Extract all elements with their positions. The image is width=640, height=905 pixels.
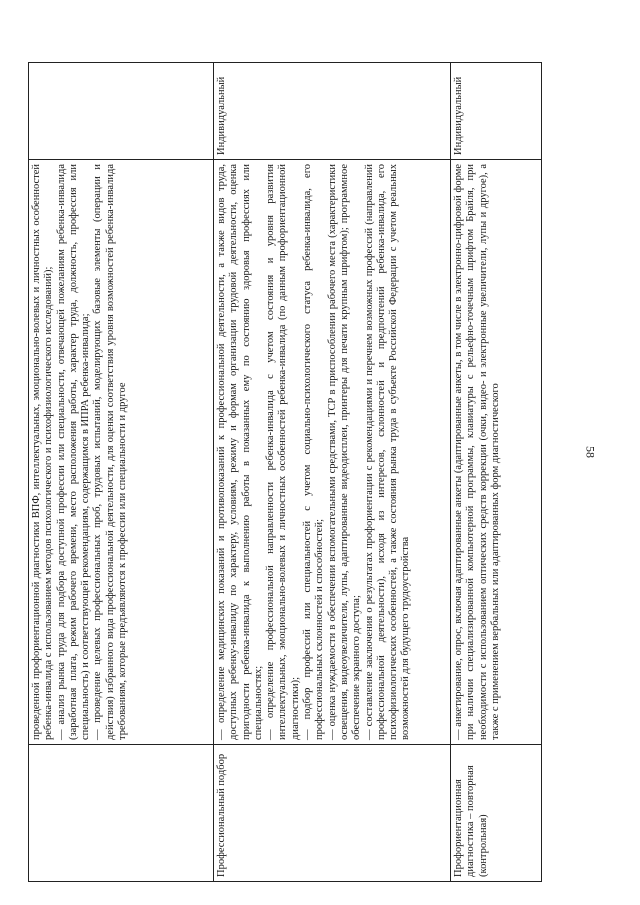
service-form-cell: Индивидуальный <box>451 63 542 160</box>
rotated-page-content <box>28 62 548 882</box>
description-line: — подбор профессий или специальностей с учетом социально-психологического статуса ребенка-инвалида, его профессиональных склонностей и способностей; <box>302 164 326 740</box>
description-line: проведенной профориентационной диагностики ВПФ, интеллектуальных, эмоционально-волевых и личностных особенностей ребенка-инвалида с использованием методов психологического и психофизиологического исследований); <box>31 164 55 740</box>
page-number: 58 <box>583 446 598 458</box>
description-line: — составление заключения о результатах профориентации с рекомендациями и перечнем возможных профессий (направлений профессиональной деятельности), исходя из интересов, склонностей и предпочтений ребенка-инвалида, его психофизиологических особенностей, а также состояния рынка труда в субъекте Российской Федерации с учетом реальных возможностей для будущего трудоустройства <box>363 164 412 740</box>
description-line: — анкетирование, опрос, включая адаптированные анкеты (адаптированные анкеты, в том числе в электронно-цифровой форме при наличии специализированной компьютерной программы, клавиатуры с рельефно-точечным шрифтом Брайля, при необходимости с использованием оптических средств коррекции (очки, видео- и электронные увеличители, лупы и другое), а также с применением вербальных или адаптированных форм диагностического <box>453 164 501 740</box>
service-description-cell <box>29 160 214 745</box>
rehabilitation-table <box>28 62 542 882</box>
service-name-cell: Профориентационная диагностика – повторная (контрольная) <box>451 745 542 882</box>
service-description-cell <box>214 160 451 745</box>
description-line: — проведение целевых профессиональных проб, трудовых испытаний, моделирующих базовые элементы (операции и действия) избранного вида профессиональной деятельности, для оценки соответствия уровня возможностей ребенка-инвалида требованиям, которые предъявляются к профессии или специальности и другое <box>92 164 129 740</box>
description-line: — определение медицинских показаний и противопоказаний к профессиональной деятельности, а также видов труда, доступных ребенку-инвалиду по характеру, условиям, режиму и формам организации трудовой деятельности, оценка пригодности ребенка-инвалида к выполнению работы в показанных ему по состоянию здоровья профессиях или специальностях; <box>216 164 264 740</box>
table-row <box>29 63 214 882</box>
service-form-cell <box>29 63 214 160</box>
description-line: — анализ рынка труда для подбора доступной профессии или специальности, отвечающей пожеланиям ребенка-инвалида (заработная плата, режим рабочего времени, место расположения работы, характер труда, должность, профессия или специальность) и соответствующей рекомендациям, содержащимся в ИПРА ребенка-инвалида; <box>55 164 92 740</box>
service-description-cell <box>451 160 542 745</box>
table-row <box>451 63 542 882</box>
table-row <box>214 63 451 882</box>
description-line: — оценка нуждаемости в обеспечении вспомогательными средствами, ТСР в приспособлении рабочего места (характеристики освещения, видеоувеличители, лупы, адаптированные видеодисплеи, принтеры для печати крупным шрифтом); программное обеспечение экранного доступа; <box>326 164 363 740</box>
service-name-cell: Профессиональный подбор <box>214 745 451 882</box>
service-form-cell: Индивидуальный <box>214 63 451 160</box>
description-line: — определение профессиональной направленности ребенка-инвалида с учетом состояния и уровня развития интеллектуальных, эмоционально-волевых и личностных особенностей ребенка-инвалида (по данным профориентационной диагностики); <box>265 164 301 740</box>
service-name-cell <box>29 745 214 882</box>
